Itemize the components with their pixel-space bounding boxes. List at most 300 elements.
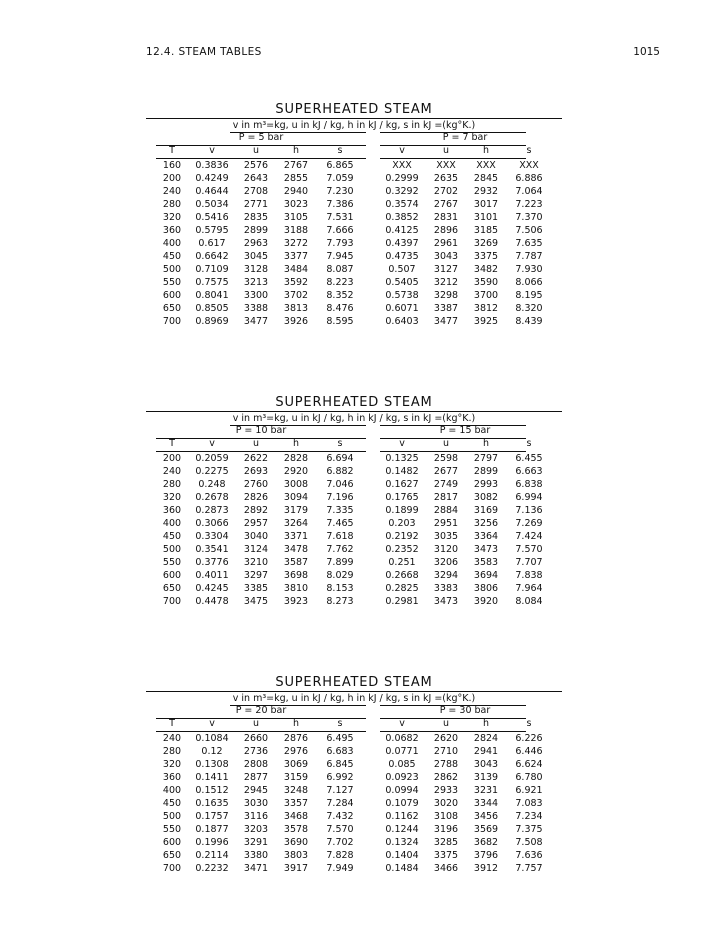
table-cell: 7.635	[515, 238, 543, 249]
table-body	[146, 453, 562, 609]
table-cell: 2932	[473, 186, 499, 197]
column-header: s	[337, 718, 343, 729]
table-cell: 3185	[473, 225, 499, 236]
table-cell: 3920	[473, 596, 499, 607]
table-cell: 0.7575	[195, 277, 229, 288]
table-cell: XXX	[392, 160, 412, 171]
table-cell: 8.084	[515, 596, 543, 607]
column-header: s	[526, 718, 532, 729]
table-cell: 6.663	[515, 466, 543, 477]
table-cell: 3139	[473, 772, 499, 783]
table-cell: 2951	[433, 518, 459, 529]
table-cell: 0.4245	[195, 583, 229, 594]
table-cell: 3291	[243, 837, 269, 848]
table-cell: 3806	[473, 583, 499, 594]
table-cell: 2957	[243, 518, 269, 529]
table-cell: 0.1084	[195, 733, 229, 744]
table-cell: 240	[162, 186, 182, 197]
table-cell: 3188	[283, 225, 309, 236]
table-cell: 6.865	[326, 160, 354, 171]
column-header: u	[442, 718, 450, 729]
table-cell: 2899	[243, 225, 269, 236]
table-cell: 2771	[243, 199, 269, 210]
table-cell: 3587	[283, 557, 309, 568]
table-cell: 0.1308	[195, 759, 229, 770]
table-cell: 0.2275	[195, 466, 229, 477]
table-cell: 450	[162, 798, 182, 809]
table-cell: 3690	[283, 837, 309, 848]
table-cell: 8.223	[326, 277, 354, 288]
table-cell: 240	[162, 733, 182, 744]
table-cell: 3101	[473, 212, 499, 223]
section-heading: 12.4. STEAM TABLES	[146, 46, 262, 58]
column-header: s	[526, 438, 532, 449]
table-row	[146, 160, 562, 173]
table-cell: 2976	[283, 746, 309, 757]
table-cell: 7.335	[326, 505, 354, 516]
header-rule-left	[156, 731, 366, 732]
table-cell: 3017	[473, 199, 499, 210]
table-cell: 3298	[433, 290, 459, 301]
table-cell: 0.12	[201, 746, 223, 757]
table-cell: 3040	[243, 531, 269, 542]
column-header: s	[337, 438, 343, 449]
table-cell: 3035	[433, 531, 459, 542]
table-cell: 2808	[243, 759, 269, 770]
table-cell: 8.476	[326, 303, 354, 314]
table-cell: 320	[162, 212, 182, 223]
table-cell: 0.2192	[385, 531, 419, 542]
table-cell: 2620	[433, 733, 459, 744]
table-row	[146, 811, 562, 824]
table-cell: 3810	[283, 583, 309, 594]
table-cell: 160	[162, 160, 182, 171]
table-cell: 0.1512	[195, 785, 229, 796]
table-cell: 3264	[283, 518, 309, 529]
table-cell: 280	[162, 199, 182, 210]
units-note: v in m³=kg, u in kJ / kg, h in kJ / kg, s in kJ =(kg°K.)	[232, 413, 476, 424]
table-cell: 6.780	[515, 772, 543, 783]
table-cell: 7.702	[326, 837, 354, 848]
table-cell: 2817	[433, 492, 459, 503]
table-cell: 2993	[473, 479, 499, 490]
table-cell: 3702	[283, 290, 309, 301]
table-cell: 3094	[283, 492, 309, 503]
table-cell: 3484	[283, 264, 309, 275]
column-header: T	[169, 718, 175, 729]
table-cell: 3812	[473, 303, 499, 314]
table-cell: 6.455	[515, 453, 543, 464]
table-cell: 0.6071	[385, 303, 419, 314]
table-cell: 2677	[433, 466, 459, 477]
column-header: u	[252, 438, 260, 449]
table-cell: 3272	[283, 238, 309, 249]
table-cell: 7.666	[326, 225, 354, 236]
table-cell: 6.845	[326, 759, 354, 770]
table-cell: 0.617	[198, 238, 226, 249]
table-cell: 3583	[473, 557, 499, 568]
units-note: v in m³=kg, u in kJ / kg, h in kJ / kg, s in kJ =(kg°K.)	[232, 120, 476, 131]
table-cell: 7.899	[326, 557, 354, 568]
table-cell: 3456	[473, 811, 499, 822]
table-cell: 0.1325	[385, 453, 419, 464]
table-cell: 3698	[283, 570, 309, 581]
table-cell: 8.439	[515, 316, 543, 327]
table-cell: 500	[162, 544, 182, 555]
table-row	[146, 518, 562, 531]
table-cell: 2767	[433, 199, 459, 210]
table-cell: 3377	[283, 251, 309, 262]
table-cell: 2877	[243, 772, 269, 783]
table-cell: 400	[162, 238, 182, 249]
table-cell: 0.1079	[385, 798, 419, 809]
table-cell: 3682	[473, 837, 499, 848]
table-cell: 3375	[473, 251, 499, 262]
table-cell: 0.1877	[195, 824, 229, 835]
table-cell: 7.269	[515, 518, 543, 529]
table-cell: 2845	[473, 173, 499, 184]
table-cell: 550	[162, 277, 182, 288]
table-row	[146, 531, 562, 544]
table-cell: 3803	[283, 850, 309, 861]
table-cell: 3477	[243, 316, 269, 327]
table-cell: 3344	[473, 798, 499, 809]
table-cell: 8.352	[326, 290, 354, 301]
table-cell: 3213	[243, 277, 269, 288]
table-title: SUPERHEATED STEAM	[275, 102, 433, 117]
header-rule-right	[380, 451, 526, 452]
table-cell: 3206	[433, 557, 459, 568]
table-cell: 2876	[283, 733, 309, 744]
pressure-left: P = 10 bar	[235, 425, 287, 436]
table-cell: 7.234	[515, 811, 543, 822]
table-cell: 0.2678	[195, 492, 229, 503]
table-cell: 450	[162, 531, 182, 542]
table-cell: 0.5405	[385, 277, 419, 288]
table-cell: 0.2352	[385, 544, 419, 555]
table-row	[146, 199, 562, 212]
table-cell: 3473	[473, 544, 499, 555]
table-row	[146, 759, 562, 772]
table-row	[146, 453, 562, 466]
table-cell: 3045	[243, 251, 269, 262]
table-cell: 0.4249	[195, 173, 229, 184]
table-cell: 3387	[433, 303, 459, 314]
table-cell: 280	[162, 479, 182, 490]
table-cell: 3700	[473, 290, 499, 301]
table-cell: 2963	[243, 238, 269, 249]
table-row	[146, 863, 562, 876]
column-header: s	[526, 145, 532, 156]
table-cell: 0.1899	[385, 505, 419, 516]
table-cell: 7.223	[515, 199, 543, 210]
table-cell: 8.153	[326, 583, 354, 594]
table-cell: 3468	[283, 811, 309, 822]
table-cell: 0.0923	[385, 772, 419, 783]
table-cell: 3212	[433, 277, 459, 288]
table-cell: 2576	[243, 160, 269, 171]
pressure-right: P = 30 bar	[439, 705, 491, 716]
table-cell: 7.570	[326, 824, 354, 835]
table-cell: 2884	[433, 505, 459, 516]
table-cell: 3923	[283, 596, 309, 607]
column-header: u	[442, 438, 450, 449]
table-cell: 0.1996	[195, 837, 229, 848]
table-cell: 700	[162, 316, 182, 327]
table-row	[146, 850, 562, 863]
table-cell: 2788	[433, 759, 459, 770]
table-row	[146, 225, 562, 238]
table-cell: 0.6642	[195, 251, 229, 262]
pressure-right: P = 7 bar	[442, 132, 488, 143]
table-cell: 0.5738	[385, 290, 419, 301]
column-header: s	[337, 145, 343, 156]
title-rule	[146, 691, 562, 692]
table-row	[146, 173, 562, 186]
table-cell: 7.838	[515, 570, 543, 581]
table-row	[146, 466, 562, 479]
table-cell: XXX	[519, 160, 539, 171]
table-cell: 3383	[433, 583, 459, 594]
header-rule-left	[156, 451, 366, 452]
table-cell: 7.949	[326, 863, 354, 874]
table-cell: 3203	[243, 824, 269, 835]
table-title: SUPERHEATED STEAM	[275, 395, 433, 410]
table-cell: 200	[162, 453, 182, 464]
table-cell: 240	[162, 466, 182, 477]
table-cell: 360	[162, 505, 182, 516]
table-cell: 0.5416	[195, 212, 229, 223]
table-cell: 3478	[283, 544, 309, 555]
table-cell: 360	[162, 772, 182, 783]
table-cell: 2940	[283, 186, 309, 197]
table-row	[146, 596, 562, 609]
table-row	[146, 303, 562, 316]
table-cell: 0.2981	[385, 596, 419, 607]
table-cell: 500	[162, 264, 182, 275]
table-cell: 8.195	[515, 290, 543, 301]
table-cell: 3069	[283, 759, 309, 770]
table-cell: 0.2114	[195, 850, 229, 861]
table-row	[146, 316, 562, 329]
table-row	[146, 733, 562, 746]
table-cell: 3300	[243, 290, 269, 301]
table-row	[146, 251, 562, 264]
column-header: v	[209, 718, 215, 729]
table-cell: 6.886	[515, 173, 543, 184]
table-row	[146, 785, 562, 798]
table-cell: 3285	[433, 837, 459, 848]
table-cell: 0.3292	[385, 186, 419, 197]
table-cell: 3256	[473, 518, 499, 529]
table-cell: 6.446	[515, 746, 543, 757]
table-row	[146, 238, 562, 251]
pressure-right: P = 15 bar	[439, 425, 491, 436]
table-cell: 2855	[283, 173, 309, 184]
table-row	[146, 772, 562, 785]
table-cell: 2710	[433, 746, 459, 757]
table-cell: 450	[162, 251, 182, 262]
table-cell: 3578	[283, 824, 309, 835]
table-cell: 2736	[243, 746, 269, 757]
table-title: SUPERHEATED STEAM	[275, 675, 433, 690]
table-cell: 650	[162, 583, 182, 594]
table-row	[146, 264, 562, 277]
table-cell: 2767	[283, 160, 309, 171]
table-cell: 2835	[243, 212, 269, 223]
table-cell: 0.0682	[385, 733, 419, 744]
table-cell: 3269	[473, 238, 499, 249]
table-cell: 2826	[243, 492, 269, 503]
table-cell: 400	[162, 785, 182, 796]
table-row	[146, 492, 562, 505]
table-cell: 0.0994	[385, 785, 419, 796]
table-cell: 3569	[473, 824, 499, 835]
column-header: h	[292, 718, 300, 729]
table-cell: 0.8505	[195, 303, 229, 314]
title-rule	[146, 118, 562, 119]
table-cell: 0.3836	[195, 160, 229, 171]
table-cell: 3124	[243, 544, 269, 555]
table-cell: 3912	[473, 863, 499, 874]
table-cell: 3116	[243, 811, 269, 822]
table-cell: 320	[162, 492, 182, 503]
table-cell: 2702	[433, 186, 459, 197]
table-cell: 0.507	[388, 264, 416, 275]
header-rule-right	[380, 731, 526, 732]
table-cell: 0.251	[388, 557, 416, 568]
table-cell: 700	[162, 863, 182, 874]
page-number: 1015	[633, 46, 660, 58]
table-cell: 7.793	[326, 238, 354, 249]
column-header: h	[482, 718, 490, 729]
table-cell: 0.1627	[385, 479, 419, 490]
table-cell: 7.531	[326, 212, 354, 223]
table-cell: 650	[162, 303, 182, 314]
table-cell: 3482	[473, 264, 499, 275]
table-cell: 2693	[243, 466, 269, 477]
table-cell: 3357	[283, 798, 309, 809]
table-cell: 2831	[433, 212, 459, 223]
table-cell: 0.4125	[385, 225, 419, 236]
title-rule	[146, 411, 562, 412]
table-cell: 3108	[433, 811, 459, 822]
table-cell: 0.3541	[195, 544, 229, 555]
table-cell: 2643	[243, 173, 269, 184]
table-cell: 2896	[433, 225, 459, 236]
table-row	[146, 746, 562, 759]
table-cell: 7.127	[326, 785, 354, 796]
table-cell: 8.087	[326, 264, 354, 275]
table-row	[146, 277, 562, 290]
table-cell: 3159	[283, 772, 309, 783]
table-cell: 3043	[433, 251, 459, 262]
table-cell: 0.085	[388, 759, 416, 770]
table-cell: 0.203	[388, 518, 416, 529]
table-cell: 0.0771	[385, 746, 419, 757]
table-cell: 3210	[243, 557, 269, 568]
table-row	[146, 544, 562, 557]
table-cell: 7.707	[515, 557, 543, 568]
table-cell: 3169	[473, 505, 499, 516]
table-cell: 0.3066	[195, 518, 229, 529]
table-cell: 7.230	[326, 186, 354, 197]
table-cell: 550	[162, 824, 182, 835]
table-cell: 7.370	[515, 212, 543, 223]
table-cell: 8.029	[326, 570, 354, 581]
column-header: v	[399, 438, 405, 449]
table-cell: 0.1324	[385, 837, 419, 848]
table-cell: 3590	[473, 277, 499, 288]
table-cell: 3105	[283, 212, 309, 223]
table-cell: 0.1162	[385, 811, 419, 822]
table-cell: 7.762	[326, 544, 354, 555]
table-cell: 0.1765	[385, 492, 419, 503]
table-cell: 3248	[283, 785, 309, 796]
table-cell: 3030	[243, 798, 269, 809]
table-row	[146, 212, 562, 225]
table-cell: 600	[162, 570, 182, 581]
table-cell: 2933	[433, 785, 459, 796]
column-header: T	[169, 438, 175, 449]
table-row	[146, 290, 562, 303]
table-cell: 7.930	[515, 264, 543, 275]
table-cell: 2892	[243, 505, 269, 516]
table-row	[146, 824, 562, 837]
table-cell: 3925	[473, 316, 499, 327]
table-cell: 7.064	[515, 186, 543, 197]
table-body	[146, 160, 562, 329]
column-header: v	[399, 145, 405, 156]
table-cell: 3082	[473, 492, 499, 503]
column-header: h	[482, 145, 490, 156]
column-header: h	[482, 438, 490, 449]
table-cell: 2635	[433, 173, 459, 184]
table-cell: 6.226	[515, 733, 543, 744]
table-cell: 3477	[433, 316, 459, 327]
table-cell: 8.595	[326, 316, 354, 327]
table-cell: 3008	[283, 479, 309, 490]
page-header	[146, 46, 660, 62]
table-cell: 0.3852	[385, 212, 419, 223]
table-cell: 0.7109	[195, 264, 229, 275]
table-cell: 7.083	[515, 798, 543, 809]
pressure-left: P = 5 bar	[238, 132, 284, 143]
column-header: u	[252, 145, 260, 156]
table-cell: 2660	[243, 733, 269, 744]
table-cell: 3694	[473, 570, 499, 581]
table-cell: 8.066	[515, 277, 543, 288]
table-cell: 280	[162, 746, 182, 757]
table-cell: 7.465	[326, 518, 354, 529]
table-row	[146, 570, 562, 583]
table-cell: 320	[162, 759, 182, 770]
column-header: h	[292, 145, 300, 156]
pressure-left: P = 20 bar	[235, 705, 287, 716]
table-cell: 0.4478	[195, 596, 229, 607]
units-note: v in m³=kg, u in kJ / kg, h in kJ / kg, s in kJ =(kg°K.)	[232, 693, 476, 704]
table-cell: 0.1757	[195, 811, 229, 822]
table-cell: 3364	[473, 531, 499, 542]
table-cell: 0.2825	[385, 583, 419, 594]
table-cell: 0.6403	[385, 316, 419, 327]
table-row	[146, 186, 562, 199]
table-cell: 7.506	[515, 225, 543, 236]
table-cell: 3475	[243, 596, 269, 607]
table-cell: 3120	[433, 544, 459, 555]
table-row	[146, 557, 562, 570]
table-cell: 550	[162, 557, 182, 568]
